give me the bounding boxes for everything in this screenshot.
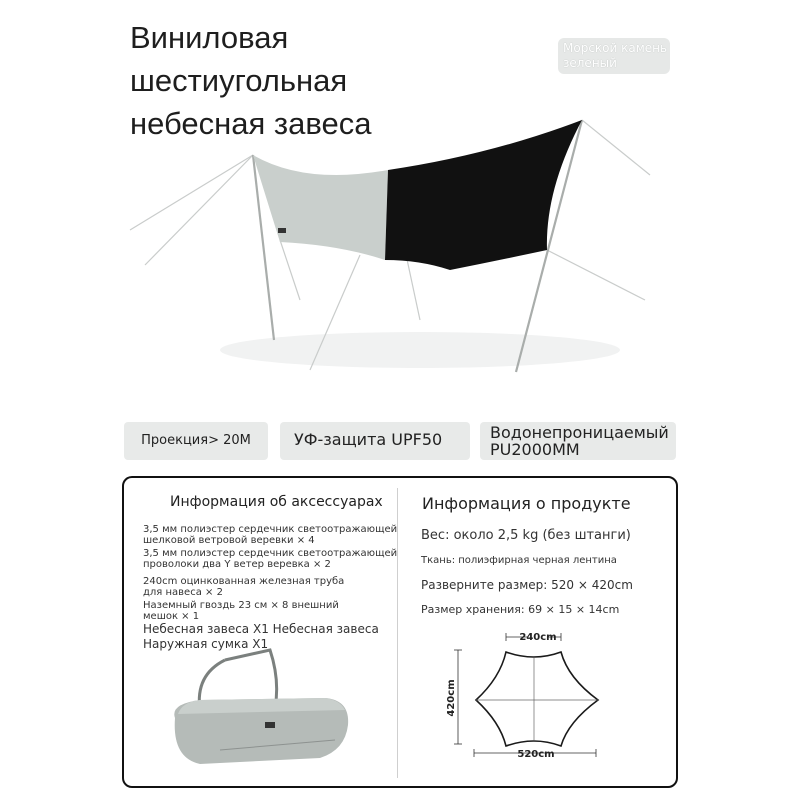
accessory-item-5: Небесная завеса X1 Небесная завеса Наружная сумка X1 bbox=[143, 622, 379, 651]
tarp-product-image bbox=[120, 110, 680, 390]
color-option-badge[interactable] bbox=[558, 38, 670, 74]
carry-bag-image bbox=[160, 640, 360, 770]
title-line-3: небесная завеса bbox=[130, 106, 372, 141]
dim-bottom-label: 520cm bbox=[517, 749, 555, 760]
ground-shadow bbox=[220, 332, 620, 368]
tarp-size-diagram bbox=[446, 628, 616, 768]
tarp-outline bbox=[476, 652, 598, 746]
spec-weight: Вес: около 2,5 kg (без штанги) bbox=[421, 528, 631, 543]
waterproof-line-2: PU2000MM bbox=[490, 440, 580, 459]
color-label-line-2: зеленый bbox=[563, 56, 617, 70]
tarp-dark-panel bbox=[385, 120, 582, 270]
waterproof-line-1: Водонепроницаемый bbox=[490, 423, 669, 442]
spec-fabric: Ткань: полиэфирная черная лентина bbox=[421, 555, 617, 566]
title-line-2: шестиугольная bbox=[130, 63, 348, 98]
product-info-heading: Информация о продукте bbox=[422, 494, 631, 513]
accessory-item-3: 240cm оцинкованная железная труба для навеса × 2 bbox=[143, 576, 345, 598]
bag-logo bbox=[265, 722, 275, 728]
feature-projection: Проекция> 20M bbox=[124, 422, 268, 460]
spec-storage-size: Размер хранения: 69 × 15 × 14cm bbox=[421, 603, 620, 616]
dim-side-label: 420cm bbox=[446, 679, 457, 717]
title-line-1: Виниловая bbox=[130, 20, 289, 55]
accessory-item-2: 3,5 мм полиэстер сердечник светоотражающей проволоки два Y ветер веревка × 2 bbox=[143, 548, 398, 570]
accessory-item-4: Наземный гвоздь 23 см × 8 внешний мешок × 1 bbox=[143, 600, 339, 622]
dim-top-label: 240cm bbox=[519, 632, 557, 643]
color-label-line-1: Морской камень bbox=[563, 41, 668, 55]
accessories-heading: Информация об аксессуарах bbox=[170, 494, 383, 510]
brand-tag bbox=[278, 228, 286, 233]
accessory-item-1: 3,5 мм полиэстер сердечник светоотражающей шелковой ветровой веревки × 4 bbox=[143, 524, 398, 546]
feature-waterproof bbox=[480, 422, 676, 460]
spec-unfolded-size: Разверните размер: 520 × 420cm bbox=[421, 578, 633, 592]
feature-uv-protection: УФ-защита UPF50 bbox=[280, 422, 470, 460]
tarp-light-panel bbox=[253, 155, 388, 260]
